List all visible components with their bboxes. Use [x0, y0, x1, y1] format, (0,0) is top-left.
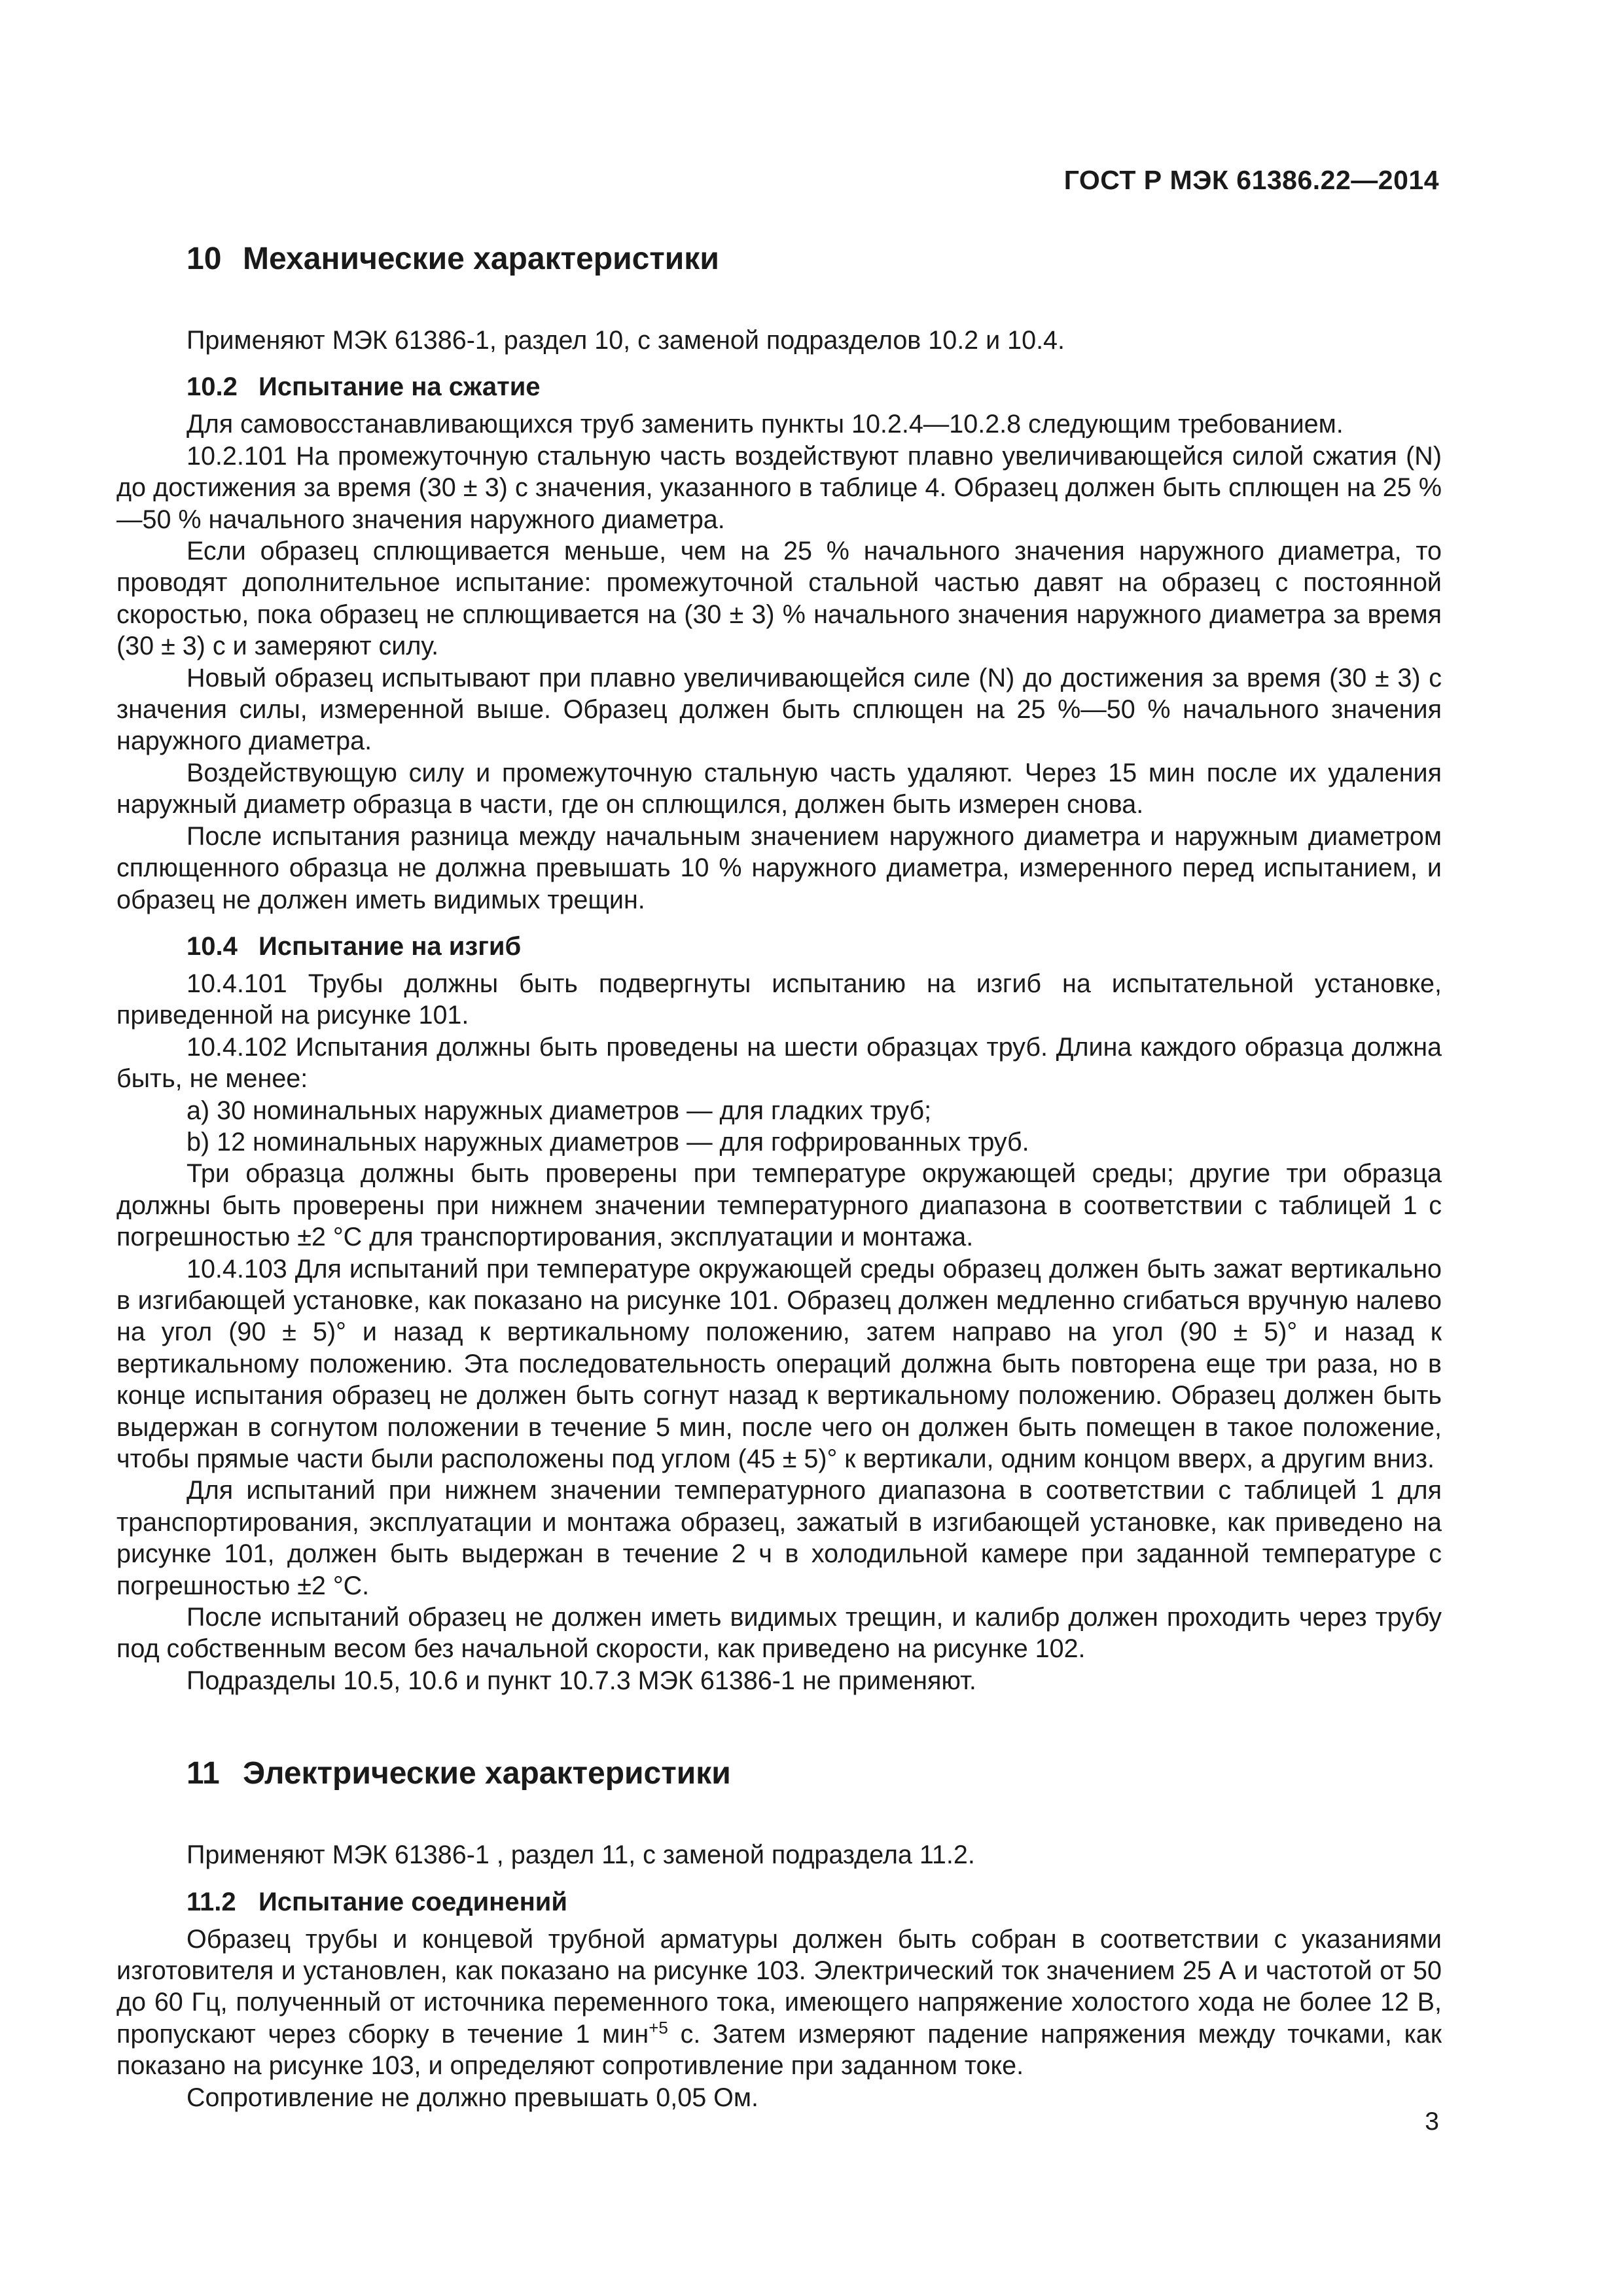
list-item: b) 12 номинальных наружных диаметров — для гофрированных труб. [187, 1127, 1029, 1157]
page-number: 3 [1425, 2108, 1439, 2136]
section-10-heading [187, 236, 1442, 283]
section-10-intro: Применяют МЭК 61386-1, раздел 10, с заменой подразделов 10.2 и 10.4. [187, 326, 1065, 355]
paragraph: 10.4.102 Испытания должны быть проведены на шести образцах труб. Длина каждого образца должна быть, не менее: [116, 1032, 1442, 1094]
paragraph: Если образец сплющивается меньше, чем на 25 % начального значения наружного диаметра, то проводят дополнительное испытание: промежуточной стальной частью давят на образец с постоянной скоростью, пока образец не сплющивается на (30 ± 3) % начального значения наружного диаметра за время (30 ± 3) с и замеряют силу. [116, 537, 1442, 661]
subsection-11-2-heading [187, 1886, 1442, 1918]
subsection-11-2-number: 11.2 [187, 1887, 236, 1916]
paragraph: 10.4.101 Трубы должны быть подвергнуты испытанию на изгиб на испытательной установке, приведенной на рисунке 101. [116, 969, 1442, 1030]
subsection-10-4-heading [187, 930, 1442, 963]
paragraph: Подразделы 10.5, 10.6 и пункт 10.7.3 МЭК 61386-1 не применяют. [187, 1666, 976, 1695]
section-11-heading [187, 1750, 1442, 1797]
paragraph: Для самовосстанавливающихся труб заменить пункты 10.2.4—10.2.8 следующим требованием. [187, 410, 1344, 439]
superscript-tolerance: +5 [649, 2017, 668, 2037]
paragraph: Новый образец испытывают при плавно увеличивающейся силе (N) до достижения за время (30 ± 3) с значения силы, измеренной выше. Образец должен быть сплющен на 25 %—50 % начального значения наружного диаметра. [116, 663, 1442, 756]
subsection-10-2-title: Испытание на сжатие [259, 372, 541, 402]
paragraph: Сопротивление не должно превышать 0,05 Ом. [187, 2083, 758, 2112]
section-11-intro: Применяют МЭК 61386-1 , раздел 11, с заменой подраздела 11.2. [187, 1840, 975, 1870]
section-11-title: Электрические характеристики [243, 1756, 731, 1791]
paragraph: Воздействующую силу и промежуточную стальную часть удаляют. Через 15 мин после их удаления наружный диаметр образца в части, где он сплющился, должен быть измерен снова. [116, 758, 1442, 819]
paragraph: Три образца должны быть проверены при температуре окружающей среды; другие три образца должны быть проверены при нижнем значении температурного диапазона в соответствии с таблицей 1 с погрешностью ±2 °С для транспортирования, эксплуатации и монтажа. [116, 1159, 1442, 1252]
paragraph: 10.2.101 На промежуточную стальную часть воздействуют плавно увеличивающейся силой сжатия (N) до достижения за время (30 ± 3) с значения, указанного в таблице 4. Образец должен быть сплющен на 25 %—50 % начального значения наружного диаметра. [116, 441, 1442, 534]
section-10-title: Механические характеристики [243, 242, 719, 276]
paragraph: Для испытаний при нижнем значении температурного диапазона в соответствии с таблицей 1 для транспортирования, эксплуатации и монтажа образец, зажатый в изгибающей установке, как приведено на рисунке 101, должен быть выдержан в течение 2 ч в холодильной камере при заданной температуре с погрешностью ±2 °С. [116, 1476, 1442, 1600]
standard-designation: ГОСТ Р МЭК 61386.22—2014 [1063, 165, 1439, 195]
subsection-11-2-title: Испытание соединений [259, 1887, 567, 1916]
paragraph [116, 1924, 1442, 2082]
subsection-10-2-heading [187, 370, 1442, 403]
section-11-number: 11 [187, 1756, 220, 1791]
paragraph-text: с. Затем измеряют падение напряжения между точками, как показано на рисунке 103, и определяют сопротивление при заданном токе. [116, 2019, 1442, 2081]
body-text-column [116, 226, 1442, 2113]
paragraph-text: Образец трубы и концевой трубной арматуры должен быть собран в соответствии с указаниями изготовителя и установлен, как показано на рисунке 103. Электрический ток значением 25 А и частотой от 50 до 60 Гц, полученный от источника переменного тока, имеющего напряжение холостого хода не более 12 В, пропускают через сборку в течение 1 мин [116, 1924, 1442, 2049]
paragraph: 10.4.103 Для испытаний при температуре окружающей среды образец должен быть зажат вертикально в изгибающей установке, как показано на рисунке 101. Образец должен медленно сгибаться вручную налево на угол (90 ± 5)° и назад к вертикальному положению, затем направо на угол (90 ± 5)° и назад к вертикальному положению. Эта последовательность операций должна быть повторена еще три раза, но в конце испытания образец не должен быть согнут назад к вертикальному положению. Образец должен быть выдержан в согнутом положении в течение 5 мин, после чего он должен быть помещен в такое положение, чтобы прямые части были расположены под углом (45 ± 5)° к вертикали, одним концом вверх, а другим вниз. [116, 1254, 1442, 1473]
subsection-10-4-number: 10.4 [187, 931, 238, 961]
subsection-10-2-number: 10.2 [187, 372, 238, 402]
paragraph: После испытаний образец не должен иметь видимых трещин, и калибр должен проходить через трубу под собственным весом без начальной скорости, как приведено на рисунке 102. [116, 1603, 1442, 1664]
paragraph: После испытания разница между начальным значением наружного диаметра и наружным диаметром сплющенного образца не должна превышать 10 % наружного диаметра, измеренного перед испытанием, и образец не должен иметь видимых трещин. [116, 821, 1442, 914]
subsection-10-4-title: Испытание на изгиб [259, 931, 522, 961]
list-item: a) 30 номинальных наружных диаметров — для гладких труб; [187, 1096, 932, 1125]
section-10-number: 10 [187, 242, 222, 276]
